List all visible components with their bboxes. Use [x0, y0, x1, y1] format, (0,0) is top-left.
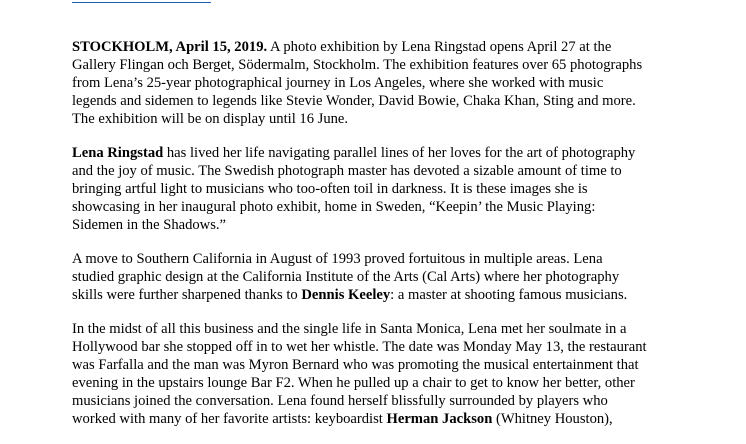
text-line [72, 356, 692, 374]
paragraph [72, 144, 692, 234]
text-line [72, 110, 692, 128]
text-line [72, 56, 692, 74]
text-run: In the midst of all this business and the single life in Santa Monica, Lena met her soulmate in a [72, 321, 627, 337]
text-line [72, 198, 692, 216]
text-line [72, 268, 692, 286]
text-run: was Farfalla and the man was Myron Bernard who was promoting the musical entertainment that [72, 357, 639, 373]
text-run: showcasing in her inaugural photo exhibit, home in Sweden, “Keepin’ the Music Playing: [72, 199, 596, 215]
text-run: Sidemen in the Shadows.” [72, 217, 227, 233]
bold-text-run: Herman Jackson [386, 411, 493, 427]
top-link-underline[interactable] [72, 0, 211, 3]
text-line [72, 74, 692, 92]
text-line [72, 250, 692, 268]
text-line [72, 338, 692, 356]
text-run: evening in the upstairs lounge Bar F2. When he pulled up a chair to get to know her better, other [72, 375, 635, 391]
paragraph [72, 250, 692, 304]
text-run: musicians joined the conversation. Lena found herself blissfully surrounded by players who [72, 393, 608, 409]
text-run: The exhibition will be on display until 16 June. [72, 111, 349, 127]
text-line [72, 286, 692, 304]
paragraph [72, 320, 692, 428]
text-line [72, 374, 692, 392]
text-run: A move to Southern California in August of 1993 proved fortuitous in multiple areas. Lena [72, 251, 603, 267]
text-line [72, 92, 692, 110]
text-run: worked with many of her favorite artists: keyboardist [72, 411, 387, 427]
press-release-body [72, 38, 692, 444]
text-run: legends and sidemen to legends like Stevie Wonder, David Bowie, Chaka Khan, Sting and more. [72, 93, 636, 109]
text-run: skills were further sharpened thanks to [72, 287, 302, 303]
bold-text-run: Dennis Keeley [301, 287, 391, 303]
text-line [72, 162, 692, 180]
text-run: (Whitney Houston), [492, 411, 613, 427]
text-run: has lived her life navigating parallel lines of her loves for the art of photography [163, 145, 636, 161]
text-line [72, 320, 692, 338]
text-line [72, 144, 692, 162]
text-line [72, 392, 692, 410]
text-run: : a master at shooting famous musicians. [390, 287, 628, 303]
bold-text-run: Lena Ringstad [72, 145, 164, 161]
text-run: studied graphic design at the California Institute of the Arts (Cal Arts) where her photography [72, 269, 620, 285]
paragraph [72, 38, 692, 128]
text-line [72, 180, 692, 198]
text-line [72, 216, 692, 234]
bold-text-run: STOCKHOLM, April 15, 2019. [72, 39, 268, 55]
text-run: bringing artful light to musicians who too-often toil in darkness. It is these images she is [72, 181, 588, 197]
text-line [72, 410, 692, 428]
text-run: A photo exhibition by Lena Ringstad opens April 27 at the [267, 39, 612, 55]
text-run: and the joy of music. The Swedish photograph master has devoted a sizable amount of time to [72, 163, 622, 179]
text-run: Gallery Flingan och Berget, Södermalm, Stockholm. The exhibition features over 65 photographs [72, 57, 643, 73]
text-run: from Lena’s 25-year photographical journey in Los Angeles, where she worked with music [72, 75, 604, 91]
text-line [72, 38, 692, 56]
text-run: Hollywood bar she stopped off in to wet her whistle. The date was Monday May 13, the restaurant [72, 339, 647, 355]
